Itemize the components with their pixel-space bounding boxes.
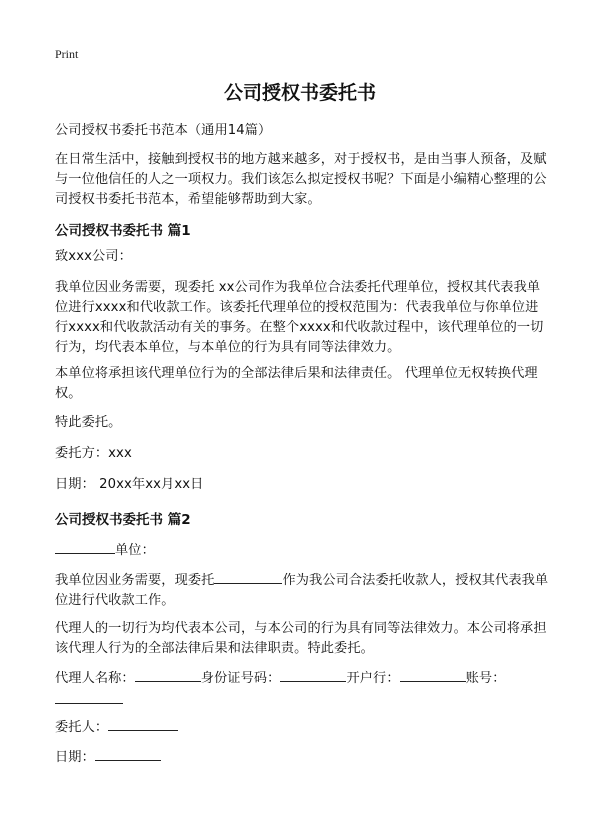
- agent-info-line: [55, 667, 550, 711]
- section1-paragraph-2: 本单位将承担该代理单位行为的全部法律后果和法律责任。 代理单位无权转换代理权。: [55, 366, 538, 401]
- id-number-blank[interactable]: [280, 667, 346, 682]
- unit-label: 单位：: [115, 543, 155, 558]
- section1-principal: 委托方：xxx: [55, 446, 132, 461]
- agent-name-blank[interactable]: [135, 667, 201, 682]
- intro-paragraph: 在日常生活中，接触到授权书的地方越来越多，对于授权书，是由当事人预备，及赋与一位他信任的人之一项权力。我们该怎么拟定授权书呢？下面是小编精心整理的公司授权书委托书范本，希望能够帮助到大家。: [55, 152, 547, 207]
- section1-addressee: 致xxx公司：: [55, 249, 132, 264]
- unit-blank[interactable]: [55, 539, 115, 554]
- id-number-label: 身份证号码：: [200, 671, 281, 686]
- agent-name-label: 代理人名称：: [55, 671, 135, 686]
- section1-heading: 公司授权书委托书 篇1: [55, 223, 191, 239]
- document-title: 公司授权书委托书: [223, 82, 376, 104]
- section2-unit-line: [55, 539, 550, 561]
- principal-line: [55, 716, 550, 738]
- section2-paragraph-1-end: 作为我公司合法委托收款人，授权其代表我单位进行代收款工作。: [55, 573, 549, 608]
- bank-blank[interactable]: [400, 667, 466, 682]
- print-label[interactable]: Print: [55, 47, 79, 61]
- account-blank[interactable]: [55, 689, 123, 704]
- principal-label: 委托人：: [55, 720, 109, 735]
- section2-paragraph-2: 代理人的一切行为均代表本公司，与本公司的行为具有同等法律效力。本公司将承担该代理人行为的全部法律后果和法律职责。特此委托。: [55, 621, 547, 656]
- document-subtitle: 公司授权书委托书范本（通用14篇）: [55, 123, 272, 138]
- bank-label: 开户行：: [346, 671, 400, 686]
- section2-heading: 公司授权书委托书 篇2: [55, 512, 191, 528]
- section1-special-note: 特此委托。: [55, 415, 122, 430]
- date-line: [55, 746, 550, 768]
- section2-paragraph-1: [55, 569, 550, 611]
- account-label: 账号：: [465, 671, 506, 686]
- trustee-blank[interactable]: [214, 569, 282, 584]
- section2-paragraph-1-start: 我单位因业务需要，现委托: [55, 573, 215, 588]
- date-label: 日期：: [55, 750, 95, 765]
- section1-date: 日期： 20xx年xx月xx日: [55, 477, 204, 492]
- date-blank[interactable]: [95, 746, 161, 761]
- principal-blank[interactable]: [108, 716, 178, 731]
- section1-paragraph-1: 我单位因业务需要，现委托 xx公司作为我单位合法委托代理单位，授权其代表我单位进行xxxx和代收款工作。该委托代理单位的授权范围为：代表我单位与你单位进行xxxx和代收款活动有关的事务。在整个xxxx和代收款过程中，该代理单位的一切行为，均代表本单位，与本单位的行为具有同等法律效力。: [55, 280, 544, 355]
